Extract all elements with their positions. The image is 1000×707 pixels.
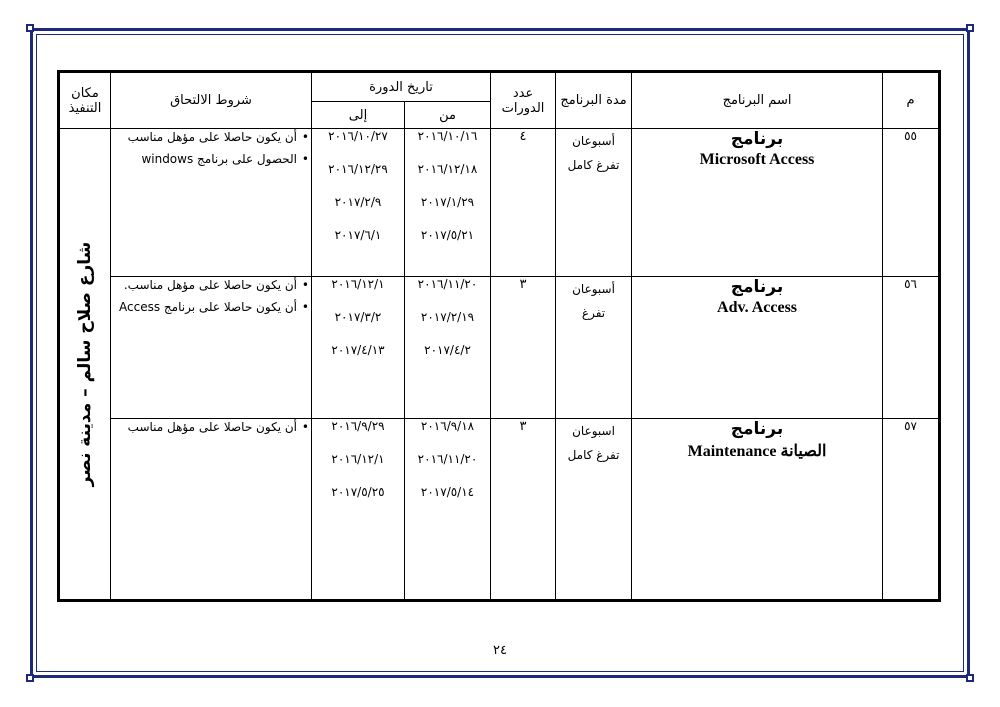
program-cell (632, 419, 883, 601)
header-num: م (883, 72, 940, 129)
header-duration: مدة البرنامج (556, 72, 632, 129)
date-from: ٢٠١٧/١/٢٩ (420, 195, 475, 209)
date-to: ٢٠١٧/٤/١٣ (331, 343, 385, 357)
row-number: ٥٥ (883, 129, 940, 277)
date-from: ٢٠١٧/٥/١٤ (420, 485, 475, 499)
count-cell: ٣ (491, 277, 556, 419)
date-to: ٢٠١٦/١٢/١ (331, 277, 385, 291)
courses-table (57, 70, 941, 602)
conditions-cell (111, 129, 312, 277)
date-to: ٢٠١٧/٢/٩ (334, 195, 382, 209)
duration-cell (556, 419, 632, 601)
from-dates-cell (405, 129, 491, 277)
table-row (59, 129, 940, 277)
date-to: ٢٠١٧/٣/٢ (334, 310, 382, 324)
conditions-cell (111, 419, 312, 601)
from-dates-cell (405, 419, 491, 601)
header-course-date: تاريخ الدورة (312, 72, 491, 102)
duration-line: أسبوعان (572, 282, 615, 296)
page-number: ٢٤ (493, 643, 507, 658)
condition-item: • أن يكون حاصلا على مؤهل مناسب. (111, 277, 297, 293)
duration-line: أسبوعان (572, 134, 615, 148)
date-from: ٢٠١٧/٤/٢ (424, 343, 471, 357)
program-name-en: Adv. Access (717, 299, 798, 316)
corner-ornament (966, 24, 974, 32)
duration-cell (556, 129, 632, 277)
row-number: ٥٦ (883, 277, 940, 419)
date-to: ٢٠١٧/٦/١ (334, 228, 382, 242)
header-program-name: اسم البرنامج (632, 72, 883, 129)
date-to: ٢٠١٧/٥/٢٥ (331, 485, 385, 499)
count-cell: ٣ (491, 419, 556, 601)
to-dates-cell (312, 277, 405, 419)
row-number: ٥٧ (883, 419, 940, 601)
date-to: ٢٠١٦/١٢/٢٩ (328, 162, 388, 176)
corner-ornament (26, 674, 34, 682)
program-cell (632, 129, 883, 277)
duration-line: تفرغ كامل (567, 158, 620, 172)
date-from: ٢٠١٧/٥/٢١ (420, 228, 475, 242)
place-text: شارع صلاح سالم – مدينة نصر (75, 241, 95, 487)
program-label-ar: برنامج (730, 277, 784, 297)
header-to: إلى (312, 102, 405, 129)
duration-line: تفرغ كامل (567, 448, 620, 462)
table-row (59, 419, 940, 601)
from-dates-cell (405, 277, 491, 419)
date-from: ٢٠١٦/١١/٢٠ (417, 452, 478, 466)
date-to: ٢٠١٦/٩/٢٩ (331, 419, 385, 433)
condition-item: • الحصول على برنامج windows (111, 151, 297, 167)
header-row-1 (59, 72, 940, 102)
program-label-ar: برنامج (730, 419, 784, 439)
date-to: ٢٠١٦/١٠/٢٧ (328, 129, 388, 143)
program-label-ar: برنامج (730, 129, 784, 149)
program-name-en: Maintenance الصيانة (687, 443, 827, 460)
condition-item: • أن يكون حاصلا على برنامج Access (111, 299, 297, 315)
date-from: ٢٠١٧/٢/١٩ (420, 310, 475, 324)
condition-item: • أن يكون حاصلا على مؤهل مناسب (111, 129, 297, 145)
header-place: مكان التنفيذ (59, 72, 111, 129)
program-cell (632, 277, 883, 419)
conditions-cell (111, 277, 312, 419)
duration-line: تفرغ (581, 306, 606, 320)
date-to: ٢٠١٦/١٢/١ (331, 452, 385, 466)
date-from: ٢٠١٦/١٢/١٨ (417, 162, 478, 176)
date-from: ٢٠١٦/٩/١٨ (420, 419, 475, 433)
header-conditions: شروط الالتحاق (111, 72, 312, 129)
corner-ornament (26, 24, 34, 32)
header-count: عدد الدورات (491, 72, 556, 129)
duration-cell (556, 277, 632, 419)
table-row (59, 277, 940, 419)
duration-line: اسبوعان (572, 424, 615, 438)
place-cell (59, 129, 111, 601)
to-dates-cell (312, 419, 405, 601)
program-name-en: Microsoft Access (699, 151, 815, 168)
date-from: ٢٠١٦/١٠/١٦ (417, 129, 478, 143)
condition-item: • أن يكون حاصلا على مؤهل مناسب (111, 419, 297, 435)
count-cell: ٤ (491, 129, 556, 277)
date-from: ٢٠١٦/١١/٢٠ (417, 277, 478, 291)
corner-ornament (966, 674, 974, 682)
to-dates-cell (312, 129, 405, 277)
header-from: من (405, 102, 491, 129)
